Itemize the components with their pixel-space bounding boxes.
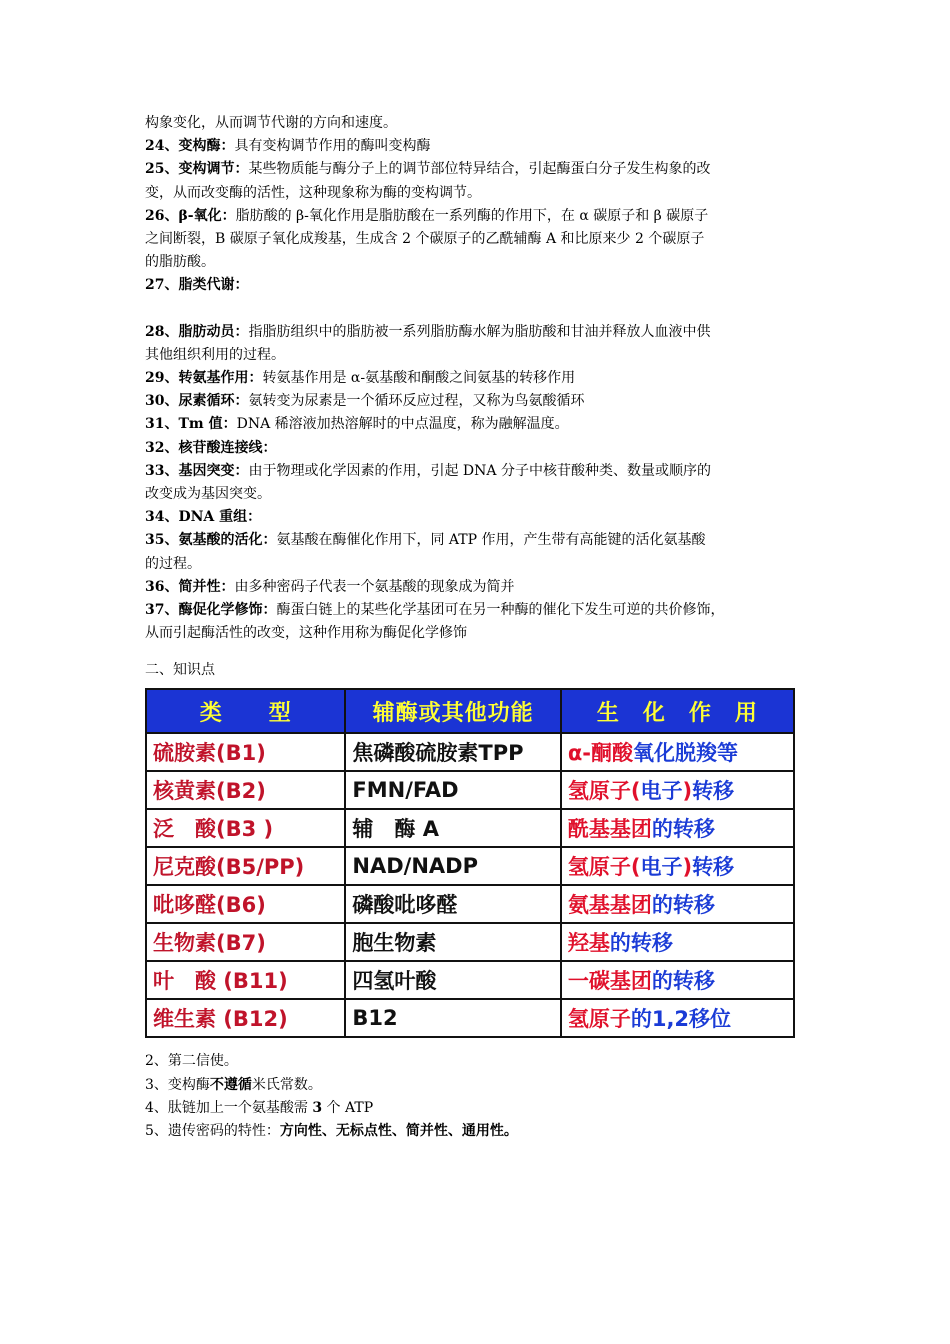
definition-term: 尿素循环： xyxy=(178,393,249,410)
definition-line xyxy=(145,413,815,436)
coenzyme-cell: 四氢叶酸 xyxy=(345,961,560,999)
document-page xyxy=(145,112,815,1143)
definition-number: 26、 xyxy=(145,207,179,224)
function-cell xyxy=(561,733,794,771)
definition-text: 由多种密码子代表一个氨基酸的现象成为简并 xyxy=(234,578,515,595)
definitions-list-2 xyxy=(145,321,815,646)
header-function: 生 化 作 用 xyxy=(561,689,794,733)
definition-number: 31、 xyxy=(145,416,179,433)
function-red-text: 氨基基团 xyxy=(567,893,652,918)
definition-line xyxy=(145,576,815,599)
function-blue-text: 电子 xyxy=(640,855,683,880)
point-text: 2、第二信使。 xyxy=(145,1053,238,1070)
definition-line xyxy=(145,460,815,483)
definition-text: 氨基酸在酶催化作用下，同 ATP 作用，产生带有高能键的活化氨基酸 xyxy=(276,532,706,549)
point-bold-text: 不遵循 xyxy=(209,1076,252,1093)
definition-number: 30、 xyxy=(145,393,179,410)
definition-text: 具有变构调节作用的酶叫变构酶 xyxy=(234,138,431,155)
definition-line xyxy=(145,158,815,181)
point-bold-text: 3 xyxy=(312,1099,323,1116)
definition-line xyxy=(145,228,815,251)
section-title: 二、知识点 xyxy=(145,662,215,679)
point-text: 5、遗传密码的特性： xyxy=(145,1123,280,1140)
function-blue-text: 氧化脱羧等 xyxy=(633,741,738,766)
definition-term: 酶促化学修饰： xyxy=(178,602,277,619)
function-blue-text: 电子 xyxy=(640,779,683,804)
definition-term: 变构酶： xyxy=(178,138,235,155)
function-red-extra: ) xyxy=(682,779,693,804)
definition-line xyxy=(145,182,815,205)
table-row xyxy=(146,809,794,847)
definition-text: 转氨基作用是 α-氨基酸和酮酸之间氨基的转移作用 xyxy=(262,370,576,387)
vitamin-type-cell: 生物素(B7) xyxy=(146,923,345,961)
definition-number: 27、 xyxy=(145,277,179,294)
definition-term: 氨基酸的活化： xyxy=(178,532,277,549)
definition-term: 核苷酸连接线： xyxy=(178,439,277,456)
definition-line xyxy=(145,135,815,158)
definition-line xyxy=(145,622,815,645)
function-blue-text: 的1,2移位 xyxy=(630,1007,732,1032)
knowledge-point xyxy=(145,1120,815,1143)
point-text: 3、变构酶 xyxy=(145,1076,210,1093)
definition-text: 的脂肪酸。 xyxy=(145,254,215,271)
definitions-list xyxy=(145,112,815,298)
coenzyme-cell: NAD/NADP xyxy=(345,847,560,885)
definition-line xyxy=(145,367,815,390)
definition-line xyxy=(145,599,815,622)
coenzyme-cell: 磷酸吡哆醛 xyxy=(345,885,560,923)
table-row xyxy=(146,999,794,1037)
knowledge-point xyxy=(145,1050,815,1073)
definition-text: 由于物理或化学因素的作用，引起 DNA 分子中核苷酸种类、数量或顺序的 xyxy=(248,462,711,479)
definition-term: 基因突变： xyxy=(178,462,249,479)
table-header-row xyxy=(146,689,794,733)
definition-term: 脂肪动员： xyxy=(178,323,249,340)
definition-number: 35、 xyxy=(145,532,179,549)
point-text-after: 米氏常数。 xyxy=(251,1076,322,1093)
definition-number: 37、 xyxy=(145,602,179,619)
vitamin-type-cell: 维生素 (B12) xyxy=(146,999,345,1037)
vitamin-type-cell: 硫胺素(B1) xyxy=(146,733,345,771)
table-row xyxy=(146,733,794,771)
definition-text: 之间断裂，B 碳原子氧化成羧基，生成含 2 个碳原子的乙酰辅酶 A 和比原来少 2 个碳原子 xyxy=(145,231,705,248)
definition-term: 脂类代谢： xyxy=(178,277,249,294)
definition-number: 24、 xyxy=(145,138,179,155)
definition-line xyxy=(145,205,815,228)
knowledge-point xyxy=(145,1074,815,1097)
function-red-extra: ) xyxy=(682,855,693,880)
definition-text: 变，从而改变酶的活性，这种现象称为酶的变构调节。 xyxy=(145,184,481,201)
definition-text: DNA 稀溶液加热溶解时的中点温度，称为融解温度。 xyxy=(236,416,569,433)
function-cell xyxy=(561,923,794,961)
function-cell xyxy=(561,771,794,809)
function-red-text: 酰基基团 xyxy=(567,817,652,842)
table-row xyxy=(146,961,794,999)
definition-line xyxy=(145,390,815,413)
function-blue-text: 的转移 xyxy=(651,969,715,994)
definition-line xyxy=(145,344,815,367)
header-coenzyme: 辅酶或其他功能 xyxy=(345,689,560,733)
function-blue-text: 的转移 xyxy=(651,817,715,842)
function-cell xyxy=(561,999,794,1037)
definition-text: 指脂肪组织中的脂肪被一系列脂肪酶水解为脂肪酸和甘油并释放人血液中供 xyxy=(248,323,711,340)
table-row xyxy=(146,885,794,923)
function-red-text: 一碳基团 xyxy=(567,969,652,994)
definition-term: 简并性： xyxy=(178,578,235,595)
definition-line xyxy=(145,274,815,297)
definition-line xyxy=(145,529,815,552)
table-row xyxy=(146,771,794,809)
knowledge-point xyxy=(145,1097,815,1120)
definition-number: 28、 xyxy=(145,323,179,340)
definition-text: 氨转变为尿素是一个循环反应过程，又称为鸟氨酸循环 xyxy=(248,393,585,410)
definition-line xyxy=(145,437,815,460)
definition-line xyxy=(145,321,815,344)
definition-term: 变构调节： xyxy=(178,161,249,178)
coenzyme-cell: FMN/FAD xyxy=(345,771,560,809)
coenzyme-cell: 胞生物素 xyxy=(345,923,560,961)
definition-line xyxy=(145,506,815,529)
blank-line xyxy=(145,298,815,321)
definition-term: 转氨基作用： xyxy=(178,370,263,387)
definition-text: 脂肪酸的 β-氧化作用是脂肪酸在一系列酶的作用下，在 α 碳原子和 β 碳原子 xyxy=(235,207,709,224)
definition-number: 25、 xyxy=(145,161,179,178)
definition-number: 32、 xyxy=(145,439,179,456)
function-blue-extra: 转移 xyxy=(692,779,735,804)
function-red-text: 氢原子 xyxy=(567,1007,631,1032)
point-bold-text: 方向性、无标点性、简并性、通用性。 xyxy=(279,1123,518,1140)
function-blue-extra: 转移 xyxy=(692,855,735,880)
function-cell xyxy=(561,885,794,923)
table-row xyxy=(146,923,794,961)
definition-text: 酶蛋白链上的某些化学基团可在另一种酶的催化下发生可逆的共价修饰， xyxy=(276,602,725,619)
vitamin-type-cell: 尼克酸(B5/PP) xyxy=(146,847,345,885)
coenzyme-cell: 辅 酶 A xyxy=(345,809,560,847)
knowledge-points xyxy=(145,1050,815,1143)
header-type: 类 型 xyxy=(146,689,345,733)
definition-line xyxy=(145,553,815,576)
definition-number: 33、 xyxy=(145,462,179,479)
function-red-text: 羟基 xyxy=(567,931,610,956)
definition-term: DNA 重组： xyxy=(178,509,262,526)
table-row xyxy=(146,847,794,885)
definition-line xyxy=(145,483,815,506)
definition-number: 34、 xyxy=(145,509,179,526)
definition-number: 36、 xyxy=(145,578,179,595)
function-blue-text: 的转移 xyxy=(651,893,715,918)
function-cell xyxy=(561,961,794,999)
coenzyme-cell: 焦磷酸硫胺素TPP xyxy=(345,733,560,771)
vitamin-type-cell: 叶 酸 (B11) xyxy=(146,961,345,999)
definition-term: β-氧化： xyxy=(178,207,236,224)
definition-text: 从而引起酶活性的改变，这种作用称为酶促化学修饰 xyxy=(145,625,467,642)
point-text-after: 个 ATP xyxy=(322,1099,374,1116)
definition-text: 其他组织利用的过程。 xyxy=(145,346,285,363)
coenzyme-cell: B12 xyxy=(345,999,560,1037)
function-cell xyxy=(561,847,794,885)
function-cell xyxy=(561,809,794,847)
vitamin-table xyxy=(145,688,795,1038)
definition-text: 某些物质能与酶分子上的调节部位特异结合，引起酶蛋白分子发生构象的改 xyxy=(248,161,711,178)
function-red-text: 氢原子( xyxy=(567,779,641,804)
point-text: 4、肽链加上一个氨基酸需 xyxy=(145,1099,313,1116)
definition-term: Tm 值： xyxy=(178,416,237,433)
vitamin-type-cell: 泛 酸(B3 ) xyxy=(146,809,345,847)
function-red-text: α-酮酸 xyxy=(567,741,633,766)
vitamin-type-cell: 吡哆醛(B6) xyxy=(146,885,345,923)
definition-line xyxy=(145,112,815,135)
definition-number: 29、 xyxy=(145,370,179,387)
function-red-text: 氢原子( xyxy=(567,855,641,880)
definition-line xyxy=(145,251,815,274)
function-blue-text: 的转移 xyxy=(609,931,673,956)
vitamin-type-cell: 核黄素(B2) xyxy=(146,771,345,809)
definition-text: 的过程。 xyxy=(145,555,201,572)
definition-text: 构象变化，从而调节代谢的方向和速度。 xyxy=(145,115,397,131)
definition-text: 改变成为基因突变。 xyxy=(145,486,271,503)
